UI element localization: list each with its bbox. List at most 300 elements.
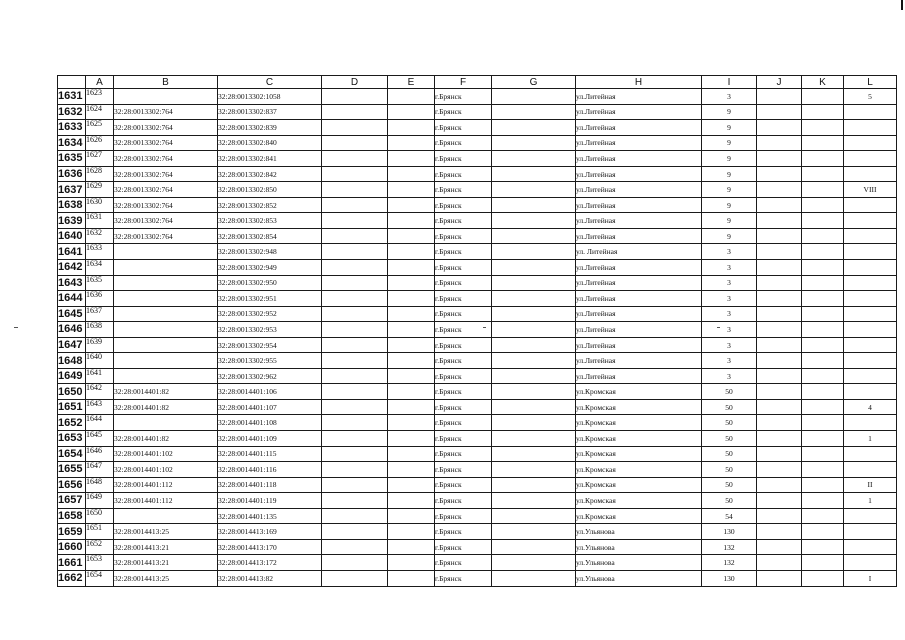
cell-l: II <box>844 477 897 493</box>
row-number: 1658 <box>58 508 86 524</box>
cell-h: ул.Литейная <box>576 260 702 276</box>
cell-c: 32:28:0014413:169 <box>218 524 322 540</box>
table-row <box>58 399 897 415</box>
cell-f: г.Брянск <box>435 415 492 431</box>
cell-a: 1648 <box>86 477 114 493</box>
cell-a: 1628 <box>86 166 114 182</box>
cell-a: 1643 <box>86 399 114 415</box>
cell-b: 32:28:0013302:764 <box>114 104 218 120</box>
cell-c: 32:28:0014413:82 <box>218 570 322 586</box>
cell-i: 132 <box>702 555 757 571</box>
cell-d <box>322 477 388 493</box>
cell-k <box>802 570 844 586</box>
cell-h: ул.Кромская <box>576 462 702 478</box>
cell-e <box>388 384 435 400</box>
cell-g <box>492 446 576 462</box>
cell-d <box>322 570 388 586</box>
cell-j <box>757 244 802 260</box>
table-row <box>58 275 897 291</box>
cell-e <box>388 260 435 276</box>
cell-i: 50 <box>702 446 757 462</box>
cell-h: ул.Кромская <box>576 431 702 447</box>
cell-e <box>388 151 435 167</box>
cell-k <box>802 166 844 182</box>
cell-i: 9 <box>702 228 757 244</box>
cell-a: 1644 <box>86 415 114 431</box>
cell-j <box>757 431 802 447</box>
cell-g <box>492 368 576 384</box>
cell-c: 32:28:0013302:850 <box>218 182 322 198</box>
table-row <box>58 353 897 369</box>
cell-b: 32:28:0014413:21 <box>114 555 218 571</box>
cell-k <box>802 306 844 322</box>
cell-b: 32:28:0014413:25 <box>114 570 218 586</box>
cell-d <box>322 197 388 213</box>
row-number: 1641 <box>58 244 86 260</box>
row-number: 1660 <box>58 539 86 555</box>
cell-e <box>388 524 435 540</box>
cell-f: г.Брянск <box>435 539 492 555</box>
cell-g <box>492 384 576 400</box>
cell-b: 32:28:0013302:764 <box>114 120 218 136</box>
row-number: 1631 <box>58 89 86 105</box>
cell-b: 32:28:0014401:82 <box>114 399 218 415</box>
cell-c: 32:28:0014401:107 <box>218 399 322 415</box>
cell-c: 32:28:0014401:106 <box>218 384 322 400</box>
cell-f: г.Брянск <box>435 213 492 229</box>
scan-speck <box>14 327 18 328</box>
cell-l <box>844 322 897 338</box>
cell-k <box>802 493 844 509</box>
column-header: D <box>322 76 388 89</box>
cell-d <box>322 539 388 555</box>
cell-c: 32:28:0013302:950 <box>218 275 322 291</box>
cell-a: 1651 <box>86 524 114 540</box>
cell-h: ул.Литейная <box>576 213 702 229</box>
cell-a: 1634 <box>86 260 114 276</box>
cell-g <box>492 228 576 244</box>
cell-a: 1650 <box>86 508 114 524</box>
column-header: F <box>435 76 492 89</box>
cell-d <box>322 337 388 353</box>
cell-i: 132 <box>702 539 757 555</box>
cell-g <box>492 213 576 229</box>
cell-f: г.Брянск <box>435 260 492 276</box>
cell-c: 32:28:0014401:118 <box>218 477 322 493</box>
column-header: L <box>844 76 897 89</box>
cell-e <box>388 555 435 571</box>
cell-g <box>492 524 576 540</box>
cell-d <box>322 104 388 120</box>
cell-d <box>322 384 388 400</box>
cell-k <box>802 135 844 151</box>
cell-l <box>844 415 897 431</box>
cell-c: 32:28:0014401:135 <box>218 508 322 524</box>
cell-k <box>802 431 844 447</box>
cell-e <box>388 306 435 322</box>
cell-l: I <box>844 570 897 586</box>
cell-b <box>114 275 218 291</box>
cell-k <box>802 337 844 353</box>
cell-c: 32:28:0014413:170 <box>218 539 322 555</box>
cell-f: г.Брянск <box>435 508 492 524</box>
cell-a: 1629 <box>86 182 114 198</box>
cell-d <box>322 228 388 244</box>
cell-h: ул.Литейная <box>576 182 702 198</box>
row-number: 1642 <box>58 260 86 276</box>
cell-b: 32:28:0014401:112 <box>114 477 218 493</box>
cell-e <box>388 462 435 478</box>
cell-b <box>114 89 218 105</box>
cell-e <box>388 477 435 493</box>
row-number: 1657 <box>58 493 86 509</box>
cell-f: г.Брянск <box>435 275 492 291</box>
cell-l <box>844 135 897 151</box>
cell-l <box>844 244 897 260</box>
table-row <box>58 228 897 244</box>
cell-f: г.Брянск <box>435 151 492 167</box>
cell-f: г.Брянск <box>435 228 492 244</box>
cell-h: ул.Литейная <box>576 89 702 105</box>
cell-c: 32:28:0014401:119 <box>218 493 322 509</box>
cell-g <box>492 244 576 260</box>
cell-a: 1653 <box>86 555 114 571</box>
cell-d <box>322 508 388 524</box>
cell-h: ул.Кромская <box>576 384 702 400</box>
table-row <box>58 462 897 478</box>
cell-l <box>844 462 897 478</box>
cell-f: г.Брянск <box>435 399 492 415</box>
table-row <box>58 135 897 151</box>
cell-a: 1635 <box>86 275 114 291</box>
cell-g <box>492 322 576 338</box>
cell-a: 1626 <box>86 135 114 151</box>
row-number: 1662 <box>58 570 86 586</box>
cell-g <box>492 353 576 369</box>
row-number: 1632 <box>58 104 86 120</box>
cell-b: 32:28:0014401:102 <box>114 462 218 478</box>
cell-i: 54 <box>702 508 757 524</box>
cell-i: 50 <box>702 384 757 400</box>
cell-j <box>757 508 802 524</box>
cell-f: г.Брянск <box>435 197 492 213</box>
cell-d <box>322 322 388 338</box>
spreadsheet-table <box>57 75 897 587</box>
cell-i: 50 <box>702 415 757 431</box>
cell-h: ул.Литейная <box>576 306 702 322</box>
cell-c: 32:28:0013302:948 <box>218 244 322 260</box>
cell-g <box>492 89 576 105</box>
cell-f: г.Брянск <box>435 524 492 540</box>
cell-l <box>844 275 897 291</box>
cell-a: 1633 <box>86 244 114 260</box>
cell-j <box>757 353 802 369</box>
cell-e <box>388 399 435 415</box>
cell-d <box>322 151 388 167</box>
cell-i: 50 <box>702 399 757 415</box>
cell-a: 1646 <box>86 446 114 462</box>
table-row <box>58 368 897 384</box>
cell-g <box>492 166 576 182</box>
cell-f: г.Брянск <box>435 337 492 353</box>
cell-c: 32:28:0014401:108 <box>218 415 322 431</box>
cell-g <box>492 431 576 447</box>
cell-e <box>388 120 435 136</box>
table-row <box>58 120 897 136</box>
cell-a: 1647 <box>86 462 114 478</box>
cell-i: 3 <box>702 291 757 307</box>
cell-j <box>757 228 802 244</box>
cell-l: 5 <box>844 89 897 105</box>
cell-i: 9 <box>702 120 757 136</box>
cell-a: 1630 <box>86 197 114 213</box>
cell-i: 50 <box>702 431 757 447</box>
table-row <box>58 182 897 198</box>
table-row <box>58 524 897 540</box>
cell-f: г.Брянск <box>435 384 492 400</box>
cell-k <box>802 291 844 307</box>
cell-k <box>802 197 844 213</box>
cell-e <box>388 182 435 198</box>
cell-h: ул.Кромская <box>576 415 702 431</box>
cell-d <box>322 89 388 105</box>
table-row <box>58 244 897 260</box>
cell-g <box>492 399 576 415</box>
cell-b: 32:28:0013302:764 <box>114 228 218 244</box>
cell-i: 3 <box>702 368 757 384</box>
cell-b <box>114 291 218 307</box>
cell-k <box>802 384 844 400</box>
cell-a: 1623 <box>86 89 114 105</box>
cell-l <box>844 260 897 276</box>
cell-l <box>844 368 897 384</box>
row-number: 1653 <box>58 431 86 447</box>
cell-h: ул.Кромская <box>576 477 702 493</box>
cell-l <box>844 384 897 400</box>
cell-d <box>322 353 388 369</box>
cell-e <box>388 493 435 509</box>
cell-c: 32:28:0013302:952 <box>218 306 322 322</box>
cell-k <box>802 228 844 244</box>
row-number: 1638 <box>58 197 86 213</box>
cell-e <box>388 228 435 244</box>
cell-g <box>492 508 576 524</box>
cell-e <box>388 166 435 182</box>
cell-l <box>844 151 897 167</box>
cell-c: 32:28:0013302:854 <box>218 228 322 244</box>
cell-b <box>114 353 218 369</box>
cell-h: ул.Литейная <box>576 353 702 369</box>
cell-d <box>322 306 388 322</box>
cell-j <box>757 120 802 136</box>
row-number: 1651 <box>58 399 86 415</box>
cell-a: 1631 <box>86 213 114 229</box>
table-row <box>58 104 897 120</box>
cell-a: 1642 <box>86 384 114 400</box>
cell-l <box>844 337 897 353</box>
cell-g <box>492 135 576 151</box>
row-number: 1644 <box>58 291 86 307</box>
cell-f: г.Брянск <box>435 462 492 478</box>
cell-h: ул.Литейная <box>576 104 702 120</box>
cell-k <box>802 555 844 571</box>
row-number: 1635 <box>58 151 86 167</box>
cell-i: 3 <box>702 275 757 291</box>
cell-a: 1632 <box>86 228 114 244</box>
cell-g <box>492 570 576 586</box>
table-row <box>58 197 897 213</box>
cell-h: ул.Кромская <box>576 446 702 462</box>
cell-l <box>844 104 897 120</box>
row-number: 1640 <box>58 228 86 244</box>
table-row <box>58 384 897 400</box>
cell-a: 1640 <box>86 353 114 369</box>
cell-l <box>844 508 897 524</box>
cell-g <box>492 104 576 120</box>
cell-f: г.Брянск <box>435 166 492 182</box>
column-header: C <box>218 76 322 89</box>
cell-l <box>844 524 897 540</box>
cell-a: 1625 <box>86 120 114 136</box>
cell-j <box>757 462 802 478</box>
cell-j <box>757 570 802 586</box>
cell-c: 32:28:0013302:841 <box>218 151 322 167</box>
cell-c: 32:28:0013302:852 <box>218 197 322 213</box>
cell-l <box>844 291 897 307</box>
cell-i: 130 <box>702 524 757 540</box>
cell-b <box>114 322 218 338</box>
cell-i: 9 <box>702 166 757 182</box>
cell-c: 32:28:0013302:953 <box>218 322 322 338</box>
cell-d <box>322 524 388 540</box>
cell-c: 32:28:0013302:839 <box>218 120 322 136</box>
cell-l <box>844 213 897 229</box>
cell-c: 32:28:0013302:837 <box>218 104 322 120</box>
cell-f: г.Брянск <box>435 431 492 447</box>
cell-f: г.Брянск <box>435 291 492 307</box>
cell-g <box>492 291 576 307</box>
row-number: 1655 <box>58 462 86 478</box>
cell-b: 32:28:0013302:764 <box>114 135 218 151</box>
cell-l <box>844 228 897 244</box>
row-number: 1645 <box>58 306 86 322</box>
cell-g <box>492 493 576 509</box>
column-header: I <box>702 76 757 89</box>
cell-a: 1649 <box>86 493 114 509</box>
cell-i: 3 <box>702 353 757 369</box>
cell-e <box>388 539 435 555</box>
cell-i: 3 <box>702 337 757 353</box>
cell-f: г.Брянск <box>435 120 492 136</box>
table-row <box>58 431 897 447</box>
cell-l <box>844 353 897 369</box>
row-number: 1656 <box>58 477 86 493</box>
cell-a: 1624 <box>86 104 114 120</box>
table-row <box>58 151 897 167</box>
row-number: 1649 <box>58 368 86 384</box>
cell-c: 32:28:0014401:116 <box>218 462 322 478</box>
cell-d <box>322 399 388 415</box>
cell-k <box>802 524 844 540</box>
cell-k <box>802 477 844 493</box>
cell-k <box>802 104 844 120</box>
cell-j <box>757 104 802 120</box>
cell-i: 3 <box>702 89 757 105</box>
column-header: E <box>388 76 435 89</box>
cell-l <box>844 197 897 213</box>
cell-b: 32:28:0013302:764 <box>114 151 218 167</box>
row-number: 1636 <box>58 166 86 182</box>
cell-i: 9 <box>702 197 757 213</box>
cell-e <box>388 322 435 338</box>
cell-f: г.Брянск <box>435 89 492 105</box>
cell-d <box>322 244 388 260</box>
cell-h: ул.Литейная <box>576 166 702 182</box>
cell-l <box>844 539 897 555</box>
cell-f: г.Брянск <box>435 570 492 586</box>
cell-b: 32:28:0014413:21 <box>114 539 218 555</box>
table-row <box>58 306 897 322</box>
cell-i: 9 <box>702 182 757 198</box>
cell-b: 32:28:0014401:112 <box>114 493 218 509</box>
cell-c: 32:28:0013302:955 <box>218 353 322 369</box>
cell-g <box>492 275 576 291</box>
cell-b: 32:28:0014413:25 <box>114 524 218 540</box>
cell-h: ул.Ульянова <box>576 570 702 586</box>
cell-k <box>802 182 844 198</box>
cell-d <box>322 291 388 307</box>
column-header: A <box>86 76 114 89</box>
cell-b <box>114 508 218 524</box>
cell-k <box>802 415 844 431</box>
cell-e <box>388 197 435 213</box>
cell-i: 9 <box>702 104 757 120</box>
table-row <box>58 446 897 462</box>
cell-j <box>757 415 802 431</box>
cell-a: 1636 <box>86 291 114 307</box>
cell-i: 9 <box>702 213 757 229</box>
cell-i: 50 <box>702 462 757 478</box>
cell-j <box>757 477 802 493</box>
cell-d <box>322 493 388 509</box>
cell-j <box>757 135 802 151</box>
cell-i: 9 <box>702 135 757 151</box>
table-row <box>58 555 897 571</box>
cell-j <box>757 539 802 555</box>
cell-j <box>757 275 802 291</box>
column-header: K <box>802 76 844 89</box>
cell-g <box>492 415 576 431</box>
cell-j <box>757 368 802 384</box>
cell-k <box>802 399 844 415</box>
cell-g <box>492 337 576 353</box>
cell-b <box>114 244 218 260</box>
cell-b: 32:28:0014401:102 <box>114 446 218 462</box>
cell-e <box>388 213 435 229</box>
cell-c: 32:28:0013302:853 <box>218 213 322 229</box>
cell-j <box>757 337 802 353</box>
cell-h: ул.Литейная <box>576 135 702 151</box>
cell-l <box>844 166 897 182</box>
cell-e <box>388 570 435 586</box>
table-row <box>58 539 897 555</box>
cell-h: ул.Ульянова <box>576 524 702 540</box>
cell-j <box>757 399 802 415</box>
cell-i: 3 <box>702 260 757 276</box>
cell-l <box>844 446 897 462</box>
cell-h: ул.Литейная <box>576 120 702 136</box>
table-row <box>58 570 897 586</box>
